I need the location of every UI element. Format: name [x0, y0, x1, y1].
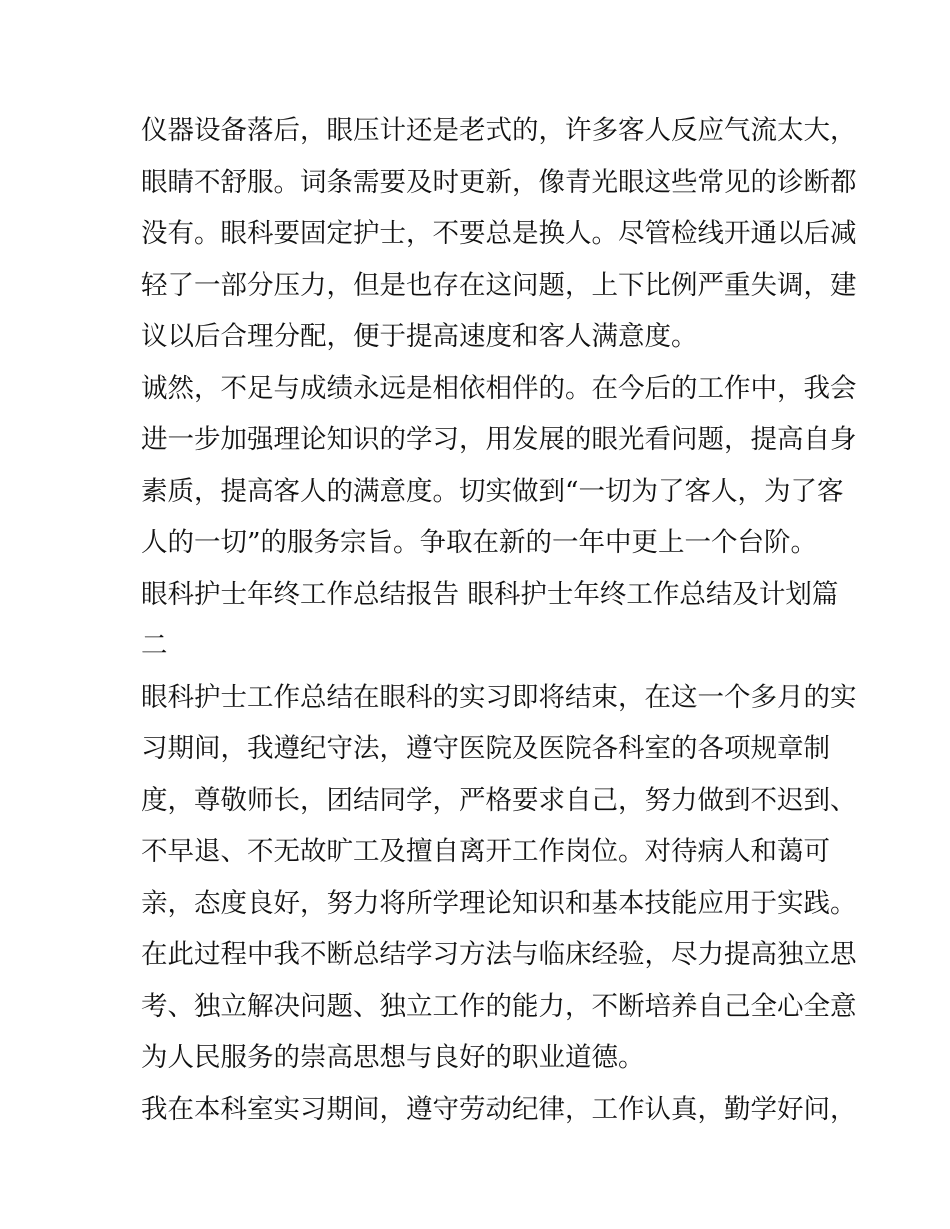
- section-heading: 眼科护士年终工作总结报告 眼科护士年终工作总结及计划篇: [141, 578, 839, 610]
- text-line: 亲，态度良好，努力将所学理论知识和基本技能应用于实践。: [141, 887, 857, 919]
- text-line: 没有。眼科要固定护士，不要总是换人。尽管检线开通以后减: [141, 218, 857, 249]
- text-line: 考、独立解决问题、独立工作的能力，不断培养自己全心全意: [141, 990, 857, 1022]
- text-line: 素质，提高客人的满意度。切实做到“一切为了客人，为了客: [141, 475, 844, 507]
- text-line: 不早退、不无故旷工及擅自离开工作岗位。对待病人和蔼可: [141, 836, 830, 867]
- text-line: 我在本科室实习期间，遵守劳动纪律，工作认真，勤学好问，: [141, 1093, 857, 1125]
- text-line: 眼科护士工作总结在眼科的实习即将结束，在这一个多月的实: [141, 681, 857, 713]
- text-line: 在此过程中我不断总结学习方法与临床经验，尽力提高独立思: [141, 939, 857, 970]
- text-line: 诚然，不足与成绩永远是相依相伴的。在今后的工作中，我会: [141, 372, 857, 404]
- section-heading: 二: [141, 630, 168, 661]
- text-line: 习期间，我遵纪守法，遵守医院及医院各科室的各项规章制: [141, 733, 830, 764]
- text-line: 议以后合理分配，便于提高速度和客人满意度。: [141, 321, 698, 352]
- text-line: 进一步加强理论知识的学习，用发展的眼光看问题，提高自身: [141, 424, 857, 455]
- text-line: 为人民服务的崇高思想与良好的职业道德。: [141, 1042, 645, 1073]
- text-line: 人的一切”的服务宗旨。争取在新的一年中更上一个台阶。: [141, 527, 818, 558]
- text-line: 轻了一部分压力，但是也存在这问题，上下比例严重失调，建: [141, 269, 857, 301]
- text-line: 度，尊敬师长，团结同学，严格要求自己，努力做到不迟到、: [141, 784, 857, 816]
- text-line: 眼睛不舒服。词条需要及时更新，像青光眼这些常见的诊断都: [141, 166, 857, 198]
- text-line: 仪器设备落后，眼压计还是老式的，许多客人反应气流太大，: [141, 115, 857, 146]
- document-body: [141, 105, 857, 1135]
